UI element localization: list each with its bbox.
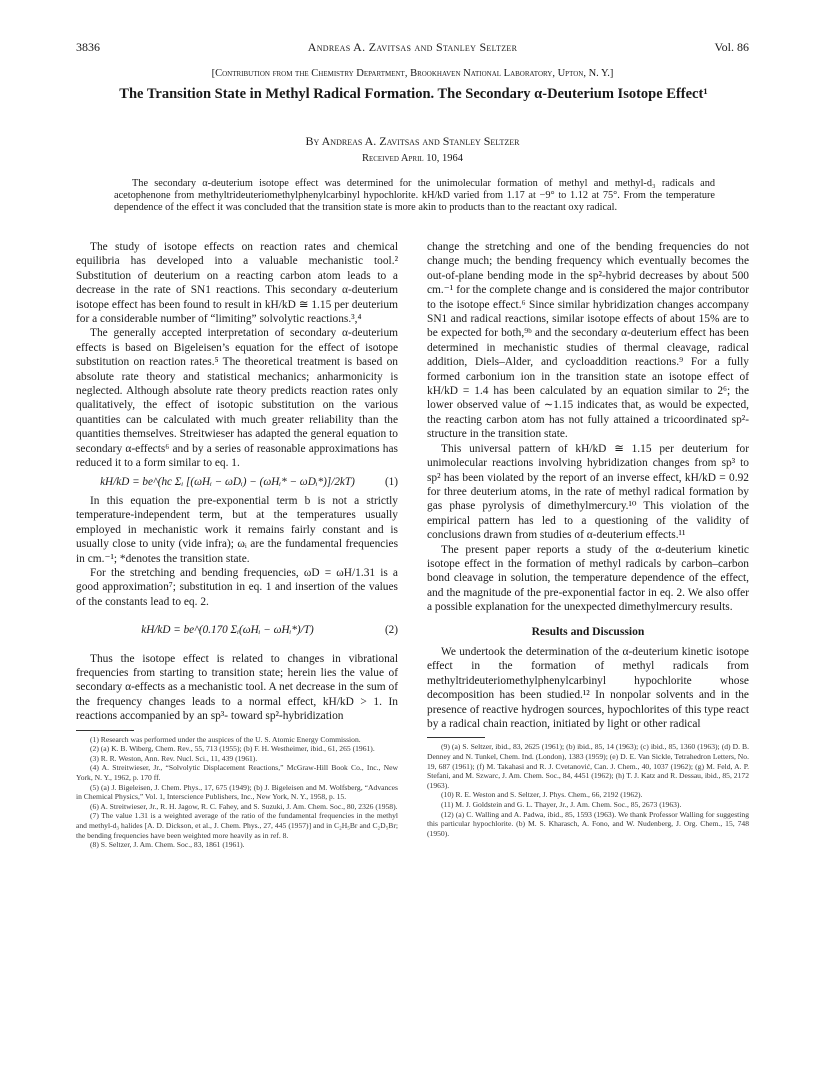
footnote: (12) (a) C. Walling and A. Padwa, ibid., 85, 1593 (1963). We thank Professor Walling for suggesting this particular hypochlorite. (b) M. S. Kharasch, A. Fono, and W. Nudenberg, J. Org. Chem., 15, 748 (1950). <box>427 809 749 838</box>
left-column <box>76 240 398 850</box>
running-title: Andreas A. Zavitsas and Stanley Seltzer <box>307 40 518 54</box>
page-header <box>76 40 749 58</box>
paragraph: For the stretching and bending frequencies, ωD = ωH/1.31 is a good approximation⁷; substitution in eq. 1 and insertion of the values of the constants lead to eq. 2. <box>76 566 398 608</box>
footnote: (6) A. Streitwieser, Jr., R. H. Jagow, R. C. Fahey, and S. Suzuki, J. Am. Chem. Soc., 80, 2326 (1958). <box>90 801 398 811</box>
footnote: (7) The value 1.31 is a weighted average of the ratio of the fundamental frequencies in the methyl and methyl-d₃ halides [A. D. Dickson, et al., J. Chem. Phys., 27, 445 (1957)] and in C₂H₅Br and C₂D₅Br; the bending frequencies have been weighted more heavily as in ref. 8. <box>76 811 398 840</box>
footnote: (8) S. Seltzer, J. Am. Chem. Soc., 83, 1861 (1961). <box>90 840 245 850</box>
paragraph: The present paper reports a study of the α-deuterium kinetic isotope effect in the formation of methyl radicals by carbon–carbon bond cleavage in solution, the temperature dependence of the effect, and the magnitude of the pre-exponential factor in eq. 2. We also offer a possible explanation for the unexpected dimethylmercury results. <box>427 543 749 614</box>
footnote: (9) (a) S. Seltzer, ibid., 83, 2625 (1961); (b) ibid., 85, 14 (1963); (c) ibid., 85, 1360 (1963); (d) D. B. Denney and N. Tunkel, Chem. Ind. (London), 1383 (1959); (e) D. E. Van Sickle, Tetrahedron Letters, No. 19, 687 (1961); (f) M. Takahasi and R. J. Cvetanović, Can. J. Chem., 40, 1037 (1962); (g) M. Feld, A. P. Stefani, and M. Szwarc, J. Am. Chem. Soc., 84, 4451 (1962); (h) T. J. Katz and R. Dessau, ibid., 85, 2172 (1963). <box>427 742 749 790</box>
paragraph: In this equation the pre-exponential term b is not a strictly temperature-independent term, but at the temperatures usually employed in mechanistic work it remains fairly constant and is usually close to unity (vide infra); ωᵢ are the fundamental frequencies in cm.⁻¹; *denotes the transition state. <box>76 494 398 565</box>
footnote: (10) R. E. Weston and S. Seltzer, J. Phys. Chem., 66, 2192 (1962). <box>441 790 643 800</box>
author-line: By Andreas A. Zavitsas and Stanley Seltzer <box>305 134 520 148</box>
paragraph: change the stretching and one of the bending frequencies do not change much; the bending frequency which eventually becomes the out-of-plane bending mode in the sp²-hybrid decreases by about 500 cm.⁻¹ for the complete change and is considered the major contributor to the isotope effect.⁶ Since similar hybridization changes accompany SN1 and radical reactions, similar isotope effects of about 15% are to be expected for both,⁹ᵇ and the secondary α-deuterium effect has been determined in mechanistic studies of thermal cleavage, radical addition, Diels–Alder, and cycloaddition reactions.⁹ For a fully formed carbonium ion in the transition state an isotope effect of kH/kD = 1.4 has been calculated by an equation similar to 2⁶; the lower observed value of ∼1.15 indicates that, as would be expected, the reacting carbon atom has not fully attained a tricoordinated sp²-structure in the transition state. <box>427 241 749 441</box>
volume-label: Vol. 86 <box>714 40 749 54</box>
article-title: The Transition State in Methyl Radical Formation. The Secondary α-Deuterium Isotope Effect¹ <box>119 86 708 102</box>
right-column <box>427 240 749 838</box>
paragraph: This universal pattern of kH/kD ≅ 1.15 per deuterium for unimolecular reactions involving hybridization changes from sp³ to sp² has been violated by the report of an inverse effect, kH/kD = 0.92 for three deuterium atoms, in the rate of methyl radical formation by gas phase pyrolysis of dimethylmercury.¹⁰ This violation of the empirical pattern has led to a questioning of the validity of conclusions drawn from studies of α-deuterium effects.¹¹ <box>427 442 749 542</box>
equation-body: kH/kD = be^(0.170 Σᵢ(ωHᵢ − ωHᵢ*)/T) <box>141 624 314 637</box>
paragraph: The study of isotope effects on reaction rates and chemical equilibria has developed into a valuable mechanistic tool.² Substitution of deuterium on a reacting carbon atom leads to a decrease in the rate of SN1 reactions. This secondary α-deuterium isotope effect has been found to result in kH/kD ≅ 1.15 per deuterium for a considerable number of “limiting” solvolytic reactions.³,⁴ <box>76 241 398 326</box>
footnote: (3) R. R. Weston, Ann. Rev. Nucl. Sci., 11, 439 (1961). <box>90 753 258 763</box>
paragraph: We undertook the determination of the α-deuterium kinetic isotope effect in the formation of methyl radicals from methyltrideuteriomethylphenylcarbinyl hypochlorite whose decomposition has been studied.¹² In nonpolar solvents and in the presence of reactive hydrogen sources, hypochlorites of this type react by a radical chain reaction, initiated by light or other radical <box>427 645 749 730</box>
paragraph: The generally accepted interpretation of secondary α-deuterium effects is based on Bigeleisen’s equation for the effect of isotope substitution on reaction rates.⁵ The theoretical treatment is based on absolute rate theory and statistical mechanics; anharmonicity is neglected. Although absolute rate theory predicts reaction rates only qualitatively, the effect of isotopic substitution on the various quantities can be calculated with much greater reliability than the quantities themselves. Streitwieser has adapted the general equation to secondary α-effects⁶ and by a series of reasonable approximations has reduced it to a form similar to eq. 1. <box>76 327 398 470</box>
equation-2 <box>76 623 398 637</box>
footnote: (1) Research was performed under the auspices of the U. S. Atomic Energy Commission. <box>90 734 361 744</box>
footnote-rule <box>427 737 485 738</box>
paragraph: Thus the isotope effect is related to changes in vibrational frequencies from starting to transition state; herein lies the value of secondary α-effects as a mechanistic tool. A net decrease in the sum of the frequency changes leads to a normal effect, kH/kD > 1. In reactions accompanied by an sp³- toward sp²-hybridization <box>76 652 398 723</box>
contribution-line: [Contribution from the Chemistry Department, Brookhaven National Laboratory, Upton, N. Y.] <box>211 68 614 79</box>
abstract: The secondary α-deuterium isotope effect was determined for the unimolecular formation of methyl and methyl-d₃ radicals and acetophenone from methyltrideuteriomethylphenylcarbinyl hypochlorite. kH/kD varied from 1.17 at −9° to 1.12 at 75°. From the temperature dependence of the effect it was concluded that the transition state is more akin to products than to the reactant oxy radical. <box>114 178 715 214</box>
section-heading: Results and Discussion <box>531 624 645 638</box>
received-date: Received April 10, 1964 <box>361 153 464 164</box>
footnote: (5) (a) J. Bigeleisen, J. Chem. Phys., 17, 675 (1949); (b) J. Bigeleisen and M. Wolfsberg, “Advances in Chemical Physics,” Vol. 1, Interscience Publishers, Inc., New York, N. Y., 1958, p. 15. <box>76 782 398 802</box>
footnote: (4) A. Streitwieser, Jr., “Solvolytic Displacement Reactions,” McGraw-Hill Book Co., Inc., New York, N. Y., 1962, p. 170 ff. <box>76 763 398 782</box>
equation-body: kH/kD = be^(hc Σᵢ [(ωHᵢ − ωDᵢ) − (ωHᵢ* − ωDᵢ*)]/2kT) <box>100 475 355 488</box>
footnote-rule <box>76 730 134 731</box>
equation-1 <box>76 475 398 489</box>
equation-number: (1) <box>384 475 398 488</box>
footnote: (2) (a) K. B. Wiberg, Chem. Rev., 55, 713 (1955); (b) F. H. Westheimer, ibid., 61, 265 (1961). <box>90 744 375 754</box>
footnote: (11) M. J. Goldstein and G. L. Thayer, Jr., J. Am. Chem. Soc., 85, 2673 (1963). <box>441 799 682 809</box>
equation-number: (2) <box>384 624 398 637</box>
page-number: 3836 <box>76 40 100 54</box>
